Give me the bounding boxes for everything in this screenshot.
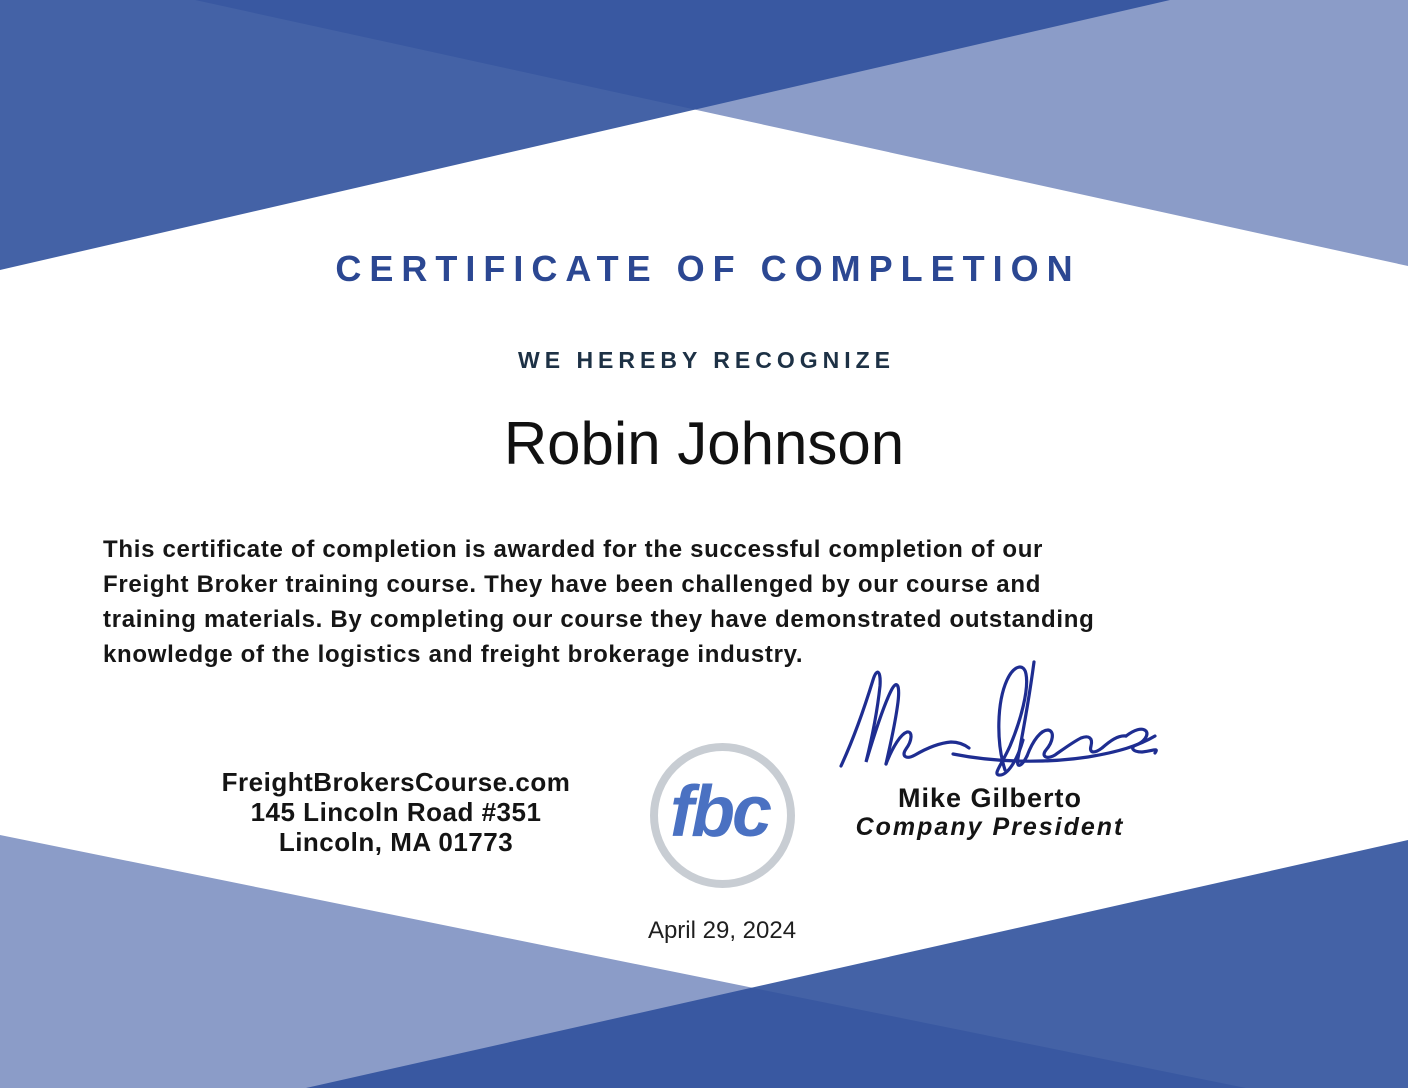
signature-image bbox=[833, 656, 1163, 778]
organization-address-line1: 145 Lincoln Road #351 bbox=[250, 797, 542, 827]
recipient-name: Robin Johnson bbox=[503, 410, 905, 477]
completion-date: April 29, 2024 bbox=[647, 917, 797, 944]
organization-address-line2: Lincoln, MA 01773 bbox=[278, 827, 514, 857]
signer-title: Company President bbox=[855, 813, 1125, 841]
body-line-2: Freight Broker training course. They have been challenged by our course and bbox=[103, 571, 1042, 598]
organization-name: FreightBrokersCourse.com bbox=[221, 767, 571, 797]
recognition-label: WE HEREBY RECOGNIZE bbox=[518, 347, 895, 373]
fbc-logo-text: fbc bbox=[670, 771, 769, 852]
signer-name: Mike Gilberto bbox=[897, 783, 1083, 813]
body-line-3: training materials. By completing our course they have demonstrated outstanding bbox=[103, 606, 1095, 633]
body-line-4: knowledge of the logistics and freight brokerage industry. bbox=[103, 641, 804, 668]
body-line-1: This certificate of completion is awarded for the successful completion of our bbox=[103, 536, 1044, 563]
fbc-logo bbox=[650, 743, 795, 888]
certificate-body bbox=[103, 532, 1363, 672]
signature-strokes bbox=[841, 662, 1156, 775]
organization-block bbox=[146, 767, 646, 857]
certificate-title: CERTIFICATE OF COMPLETION bbox=[335, 248, 1081, 289]
